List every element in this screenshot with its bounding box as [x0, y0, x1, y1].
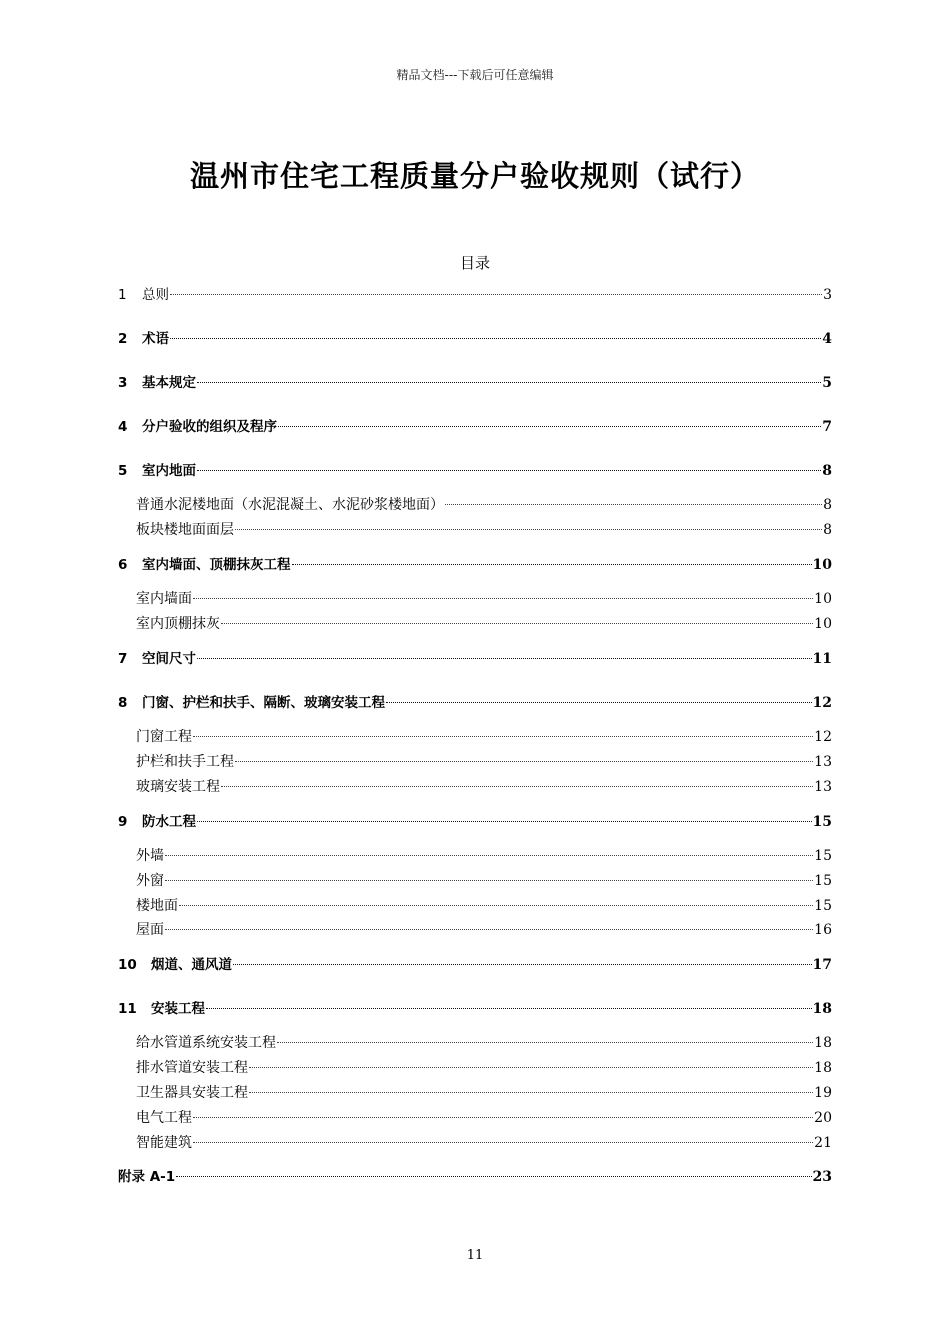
toc-entry-label: 基本规定: [142, 375, 196, 391]
toc-entry-label: 玻璃安装工程: [136, 779, 220, 795]
toc-entry-page-number: 10: [814, 616, 832, 632]
toc-entry-label: 电气工程: [136, 1110, 192, 1126]
toc-dot-leader: [235, 529, 822, 530]
toc-entry-label: 智能建筑: [136, 1135, 192, 1151]
toc-section-entry[interactable]: [136, 871, 832, 891]
toc-dot-leader: [386, 702, 812, 703]
toc-entry-label: 护栏和扶手工程: [136, 754, 234, 770]
toc-section-entry[interactable]: [136, 920, 832, 940]
toc-entry-page-number: 4: [822, 331, 832, 347]
toc-dot-leader: [193, 1142, 813, 1143]
toc-entry-label: 外墙: [136, 848, 164, 864]
toc-entry-label: 术语: [142, 331, 169, 347]
toc-entry-label: 门窗工程: [136, 729, 192, 745]
toc-entry-number: 4: [118, 419, 128, 435]
toc-chapter-entry[interactable]: [118, 649, 832, 669]
toc-entry-label: 室内顶棚抹灰: [136, 616, 220, 632]
toc-entry-number: 5: [118, 463, 128, 479]
toc-entry-page-number: 10: [812, 557, 832, 573]
toc-chapter-entry[interactable]: [118, 373, 832, 393]
toc-entry-page-number: 13: [814, 779, 832, 795]
toc-entry-label: 总则: [142, 287, 169, 303]
toc-entry-label: 分户验收的组织及程序: [142, 419, 277, 435]
toc-dot-leader: [193, 736, 813, 737]
toc-entry-page-number: 8: [823, 522, 832, 538]
toc-dot-leader: [292, 564, 812, 565]
toc-dot-leader: [193, 598, 813, 599]
toc-entry-page-number: 18: [812, 1001, 832, 1017]
toc-entry-label: 排水管道安装工程: [136, 1060, 248, 1076]
toc-entry-page-number: 18: [814, 1060, 832, 1076]
toc-entry-page-number: 23: [812, 1169, 832, 1185]
toc-section-entry[interactable]: [136, 520, 832, 540]
toc-section-entry[interactable]: [136, 846, 832, 866]
toc-entry-page-number: 12: [812, 695, 832, 711]
toc-section-entry[interactable]: [136, 614, 832, 634]
toc-heading: 目录: [459, 254, 490, 272]
toc-dot-leader: [197, 658, 812, 659]
toc-chapter-entry[interactable]: [118, 555, 832, 575]
toc-chapter-entry[interactable]: [118, 1167, 832, 1187]
toc-section-entry[interactable]: [136, 589, 832, 609]
toc-chapter-entry[interactable]: [118, 955, 832, 975]
toc-chapter-entry[interactable]: [118, 461, 832, 481]
toc-entry-label: 烟道、通风道: [151, 957, 232, 973]
toc-entry-page-number: 21: [814, 1135, 832, 1151]
toc-section-entry[interactable]: [136, 1033, 832, 1053]
toc-chapter-entry[interactable]: [118, 329, 832, 349]
toc-section-entry[interactable]: [136, 752, 832, 772]
footer-page-number: 11: [466, 1248, 484, 1263]
toc-entry-number: 9: [118, 814, 128, 830]
toc-entry-number: 1: [118, 287, 127, 303]
toc-entry-number: 7: [118, 651, 128, 667]
toc-entry-page-number: 10: [814, 591, 832, 607]
toc-entry-page-number: 16: [814, 922, 832, 938]
toc-dot-leader: [445, 504, 822, 505]
toc-entry-label: 室内墙面、顶棚抹灰工程: [142, 557, 291, 573]
toc-dot-leader: [278, 426, 821, 427]
toc-entry-label: 楼地面: [136, 898, 178, 914]
toc-section-entry[interactable]: [136, 495, 832, 515]
toc-entry-label: 普通水泥楼地面（水泥混凝土、水泥砂浆楼地面）: [136, 497, 444, 513]
toc-entry-number: 6: [118, 557, 128, 573]
toc-section-entry[interactable]: [136, 896, 832, 916]
toc-entry-page-number: 8: [822, 463, 832, 479]
toc-entry-number: 10: [118, 957, 137, 973]
toc-entry-page-number: 15: [814, 898, 832, 914]
toc-section-entry[interactable]: [136, 1133, 832, 1153]
toc-entry-page-number: 7: [822, 419, 832, 435]
toc-entry-page-number: 5: [822, 375, 832, 391]
toc-dot-leader: [170, 338, 821, 339]
toc-chapter-entry[interactable]: [118, 417, 832, 437]
toc-entry-number: 3: [118, 375, 128, 391]
toc-dot-leader: [206, 1008, 812, 1009]
toc-entry-number: 8: [118, 695, 128, 711]
toc-entry-page-number: 13: [814, 754, 832, 770]
toc-dot-leader: [193, 1117, 813, 1118]
header-note: 精品文档---下载后可任意编辑: [396, 68, 554, 82]
toc-chapter-entry[interactable]: [118, 812, 832, 832]
toc-dot-leader: [277, 1042, 813, 1043]
toc-entry-page-number: 18: [814, 1035, 832, 1051]
toc-dot-leader: [165, 929, 813, 930]
toc-entry-page-number: 17: [812, 957, 832, 973]
document-title: 温州市住宅工程质量分户验收规则（试行）: [189, 159, 760, 193]
toc-chapter-entry[interactable]: [118, 999, 832, 1019]
toc-section-entry[interactable]: [136, 1083, 832, 1103]
toc-dot-leader: [197, 382, 821, 383]
toc-entry-page-number: 19: [814, 1085, 832, 1101]
toc-dot-leader: [165, 855, 813, 856]
toc-entry-page-number: 15: [814, 848, 832, 864]
toc-entry-label: 给水管道系统安装工程: [136, 1035, 276, 1051]
toc-entry-label: 卫生器具安装工程: [136, 1085, 248, 1101]
toc-entry-page-number: 3: [823, 287, 832, 303]
toc-section-entry[interactable]: [136, 1108, 832, 1128]
toc-dot-leader: [233, 964, 812, 965]
toc-entry-label: 室内地面: [142, 463, 196, 479]
toc-chapter-entry[interactable]: [118, 285, 832, 305]
toc-dot-leader: [249, 1067, 813, 1068]
toc-entry-label: 附录 A-1: [118, 1169, 176, 1185]
toc-entry-label: 外窗: [136, 873, 164, 889]
toc-entry-label: 屋面: [136, 922, 164, 938]
toc-dot-leader: [179, 905, 813, 906]
toc-entry-page-number: 15: [812, 814, 832, 830]
toc-entry-page-number: 12: [814, 729, 832, 745]
toc-dot-leader: [235, 761, 813, 762]
toc-entry-label: 空间尺寸: [142, 651, 196, 667]
toc-entry-number: 11: [118, 1001, 137, 1017]
toc-entry-page-number: 8: [823, 497, 832, 513]
toc-entry-label: 室内墙面: [136, 591, 192, 607]
toc-section-entry[interactable]: [136, 777, 832, 797]
toc-entry-number: 2: [118, 331, 128, 347]
toc-dot-leader: [176, 1176, 811, 1177]
toc-dot-leader: [249, 1092, 813, 1093]
toc-dot-leader: [221, 623, 813, 624]
toc-entry-label: 安装工程: [151, 1001, 205, 1017]
toc-entry-label: 板块楼地面面层: [136, 522, 234, 538]
toc-section-entry[interactable]: [136, 1058, 832, 1078]
toc-entry-page-number: 11: [812, 651, 832, 667]
toc-chapter-entry[interactable]: [118, 693, 832, 713]
toc-dot-leader: [165, 880, 813, 881]
toc-entry-page-number: 20: [814, 1110, 832, 1126]
toc-dot-leader: [170, 294, 822, 295]
toc-entry-label: 防水工程: [142, 814, 196, 830]
toc-dot-leader: [197, 821, 812, 822]
toc-section-entry[interactable]: [136, 727, 832, 747]
toc-dot-leader: [197, 470, 821, 471]
toc-entry-page-number: 15: [814, 873, 832, 889]
toc-entry-label: 门窗、护栏和扶手、隔断、玻璃安装工程: [142, 695, 385, 711]
toc-dot-leader: [221, 786, 813, 787]
